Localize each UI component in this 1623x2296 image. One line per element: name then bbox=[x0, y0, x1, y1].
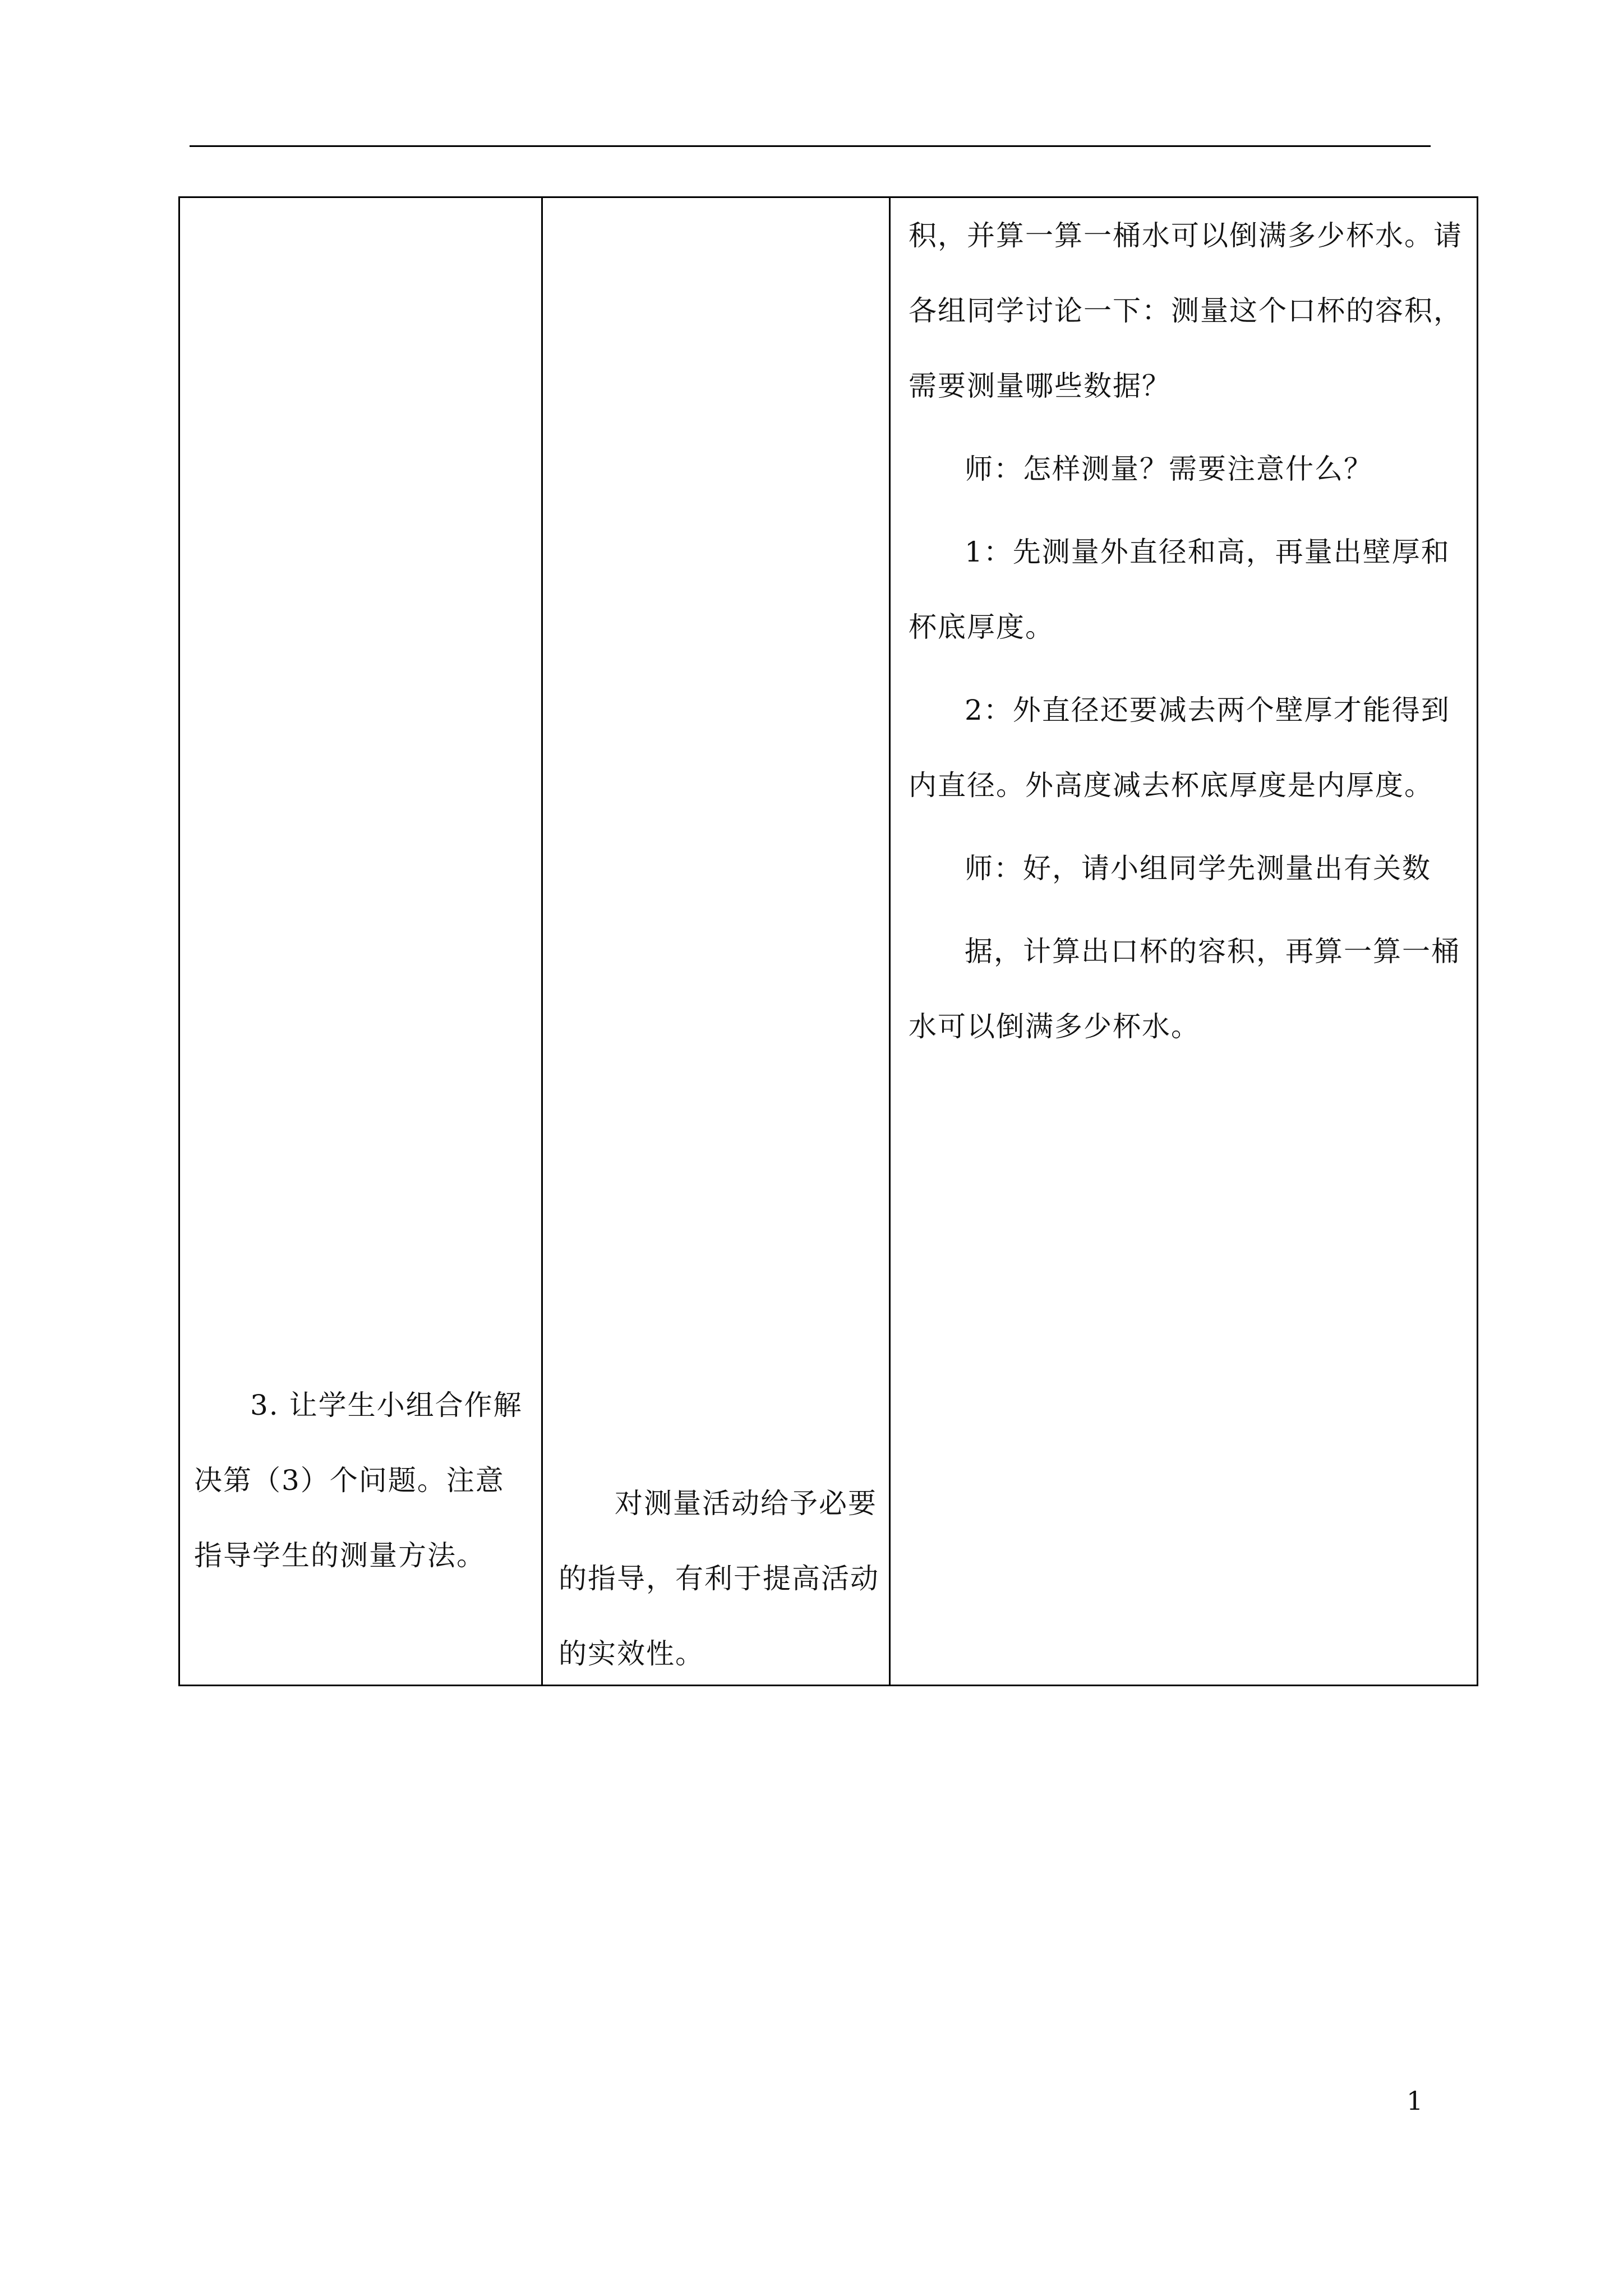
table-cell-student-activity bbox=[891, 198, 1477, 1685]
page-number: 1 bbox=[1407, 2086, 1423, 2116]
teaching-activity-text: 3. 让学生小组合作解决第（3）个问题。注意指导学生的测量方法。 bbox=[194, 1389, 523, 1572]
design-intent-text: 对测量活动给予必要的指导，有利于提高活动的实效性。 bbox=[559, 1487, 879, 1670]
table-cell-design-intent bbox=[543, 198, 891, 1685]
paragraph-question: 积，并算一算一桶水可以倒满多少杯水。请各组同学讨论一下：测量这个口杯的容积，需要测量哪些数据？ bbox=[909, 219, 1463, 402]
paragraph-teacher-question: 师：怎样测量？需要注意什么？ bbox=[965, 453, 1373, 485]
paragraph-step-1: 1：先测量外直径和高，再量出壁厚和杯底厚度。 bbox=[909, 536, 1450, 643]
table-cell-teaching-activity bbox=[180, 198, 543, 1685]
lesson-table bbox=[178, 196, 1478, 1686]
paragraph-step-2: 2：外直径还要减去两个壁厚才能得到内直径。外高度减去杯底厚度是内厚度。 bbox=[909, 694, 1450, 802]
student-activity-text bbox=[909, 198, 1464, 1064]
paragraph-teacher-instruction-cont: 据，计算出口杯的容积，再算一算一桶水可以倒满多少杯水。 bbox=[909, 935, 1460, 1043]
paragraph-teacher-instruction: 师：好，请小组同学先测量出有关数 bbox=[965, 852, 1431, 885]
header-rule bbox=[190, 145, 1431, 147]
